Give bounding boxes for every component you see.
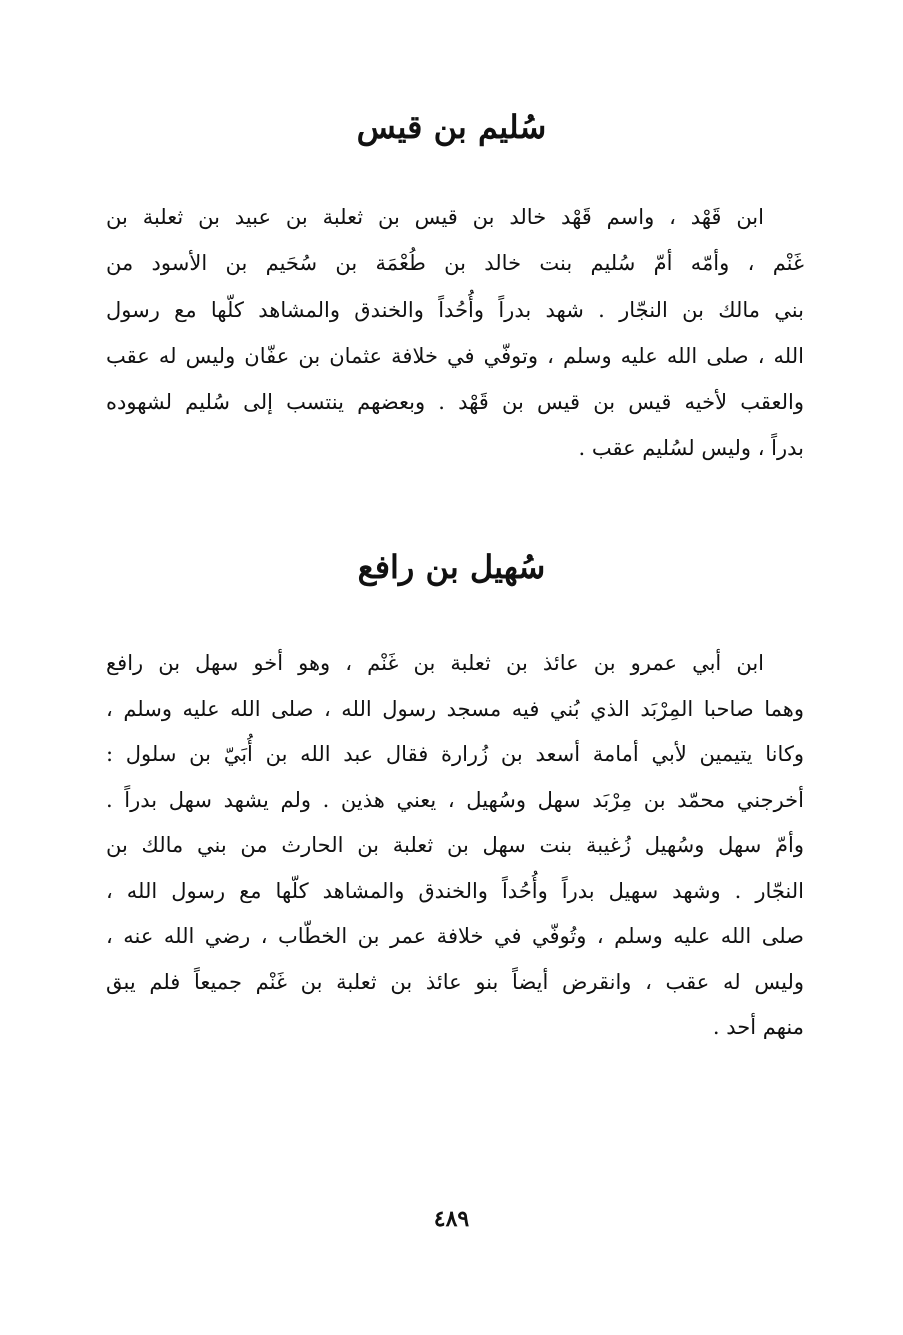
text-line: والعقب لأخيه قيس بن قيس بن قَهْد . وبعضهم ينتسب إلى سُليم لشهوده <box>106 390 804 415</box>
section-title-suleim: سُليم بن قيس <box>356 108 547 146</box>
text-line: غَنْم ، وأمّه أمّ سُليم بنت خالد بن طُعْمَة بن سُحَيم بن الأسود من <box>106 251 804 276</box>
section-title-suhail: سُهيل بن رافع <box>357 548 546 586</box>
section-body-suhail <box>106 641 804 1051</box>
text-line: النجّار . وشهد سهيل بدراً وأُحُداً والخندق والمشاهد كلّها مع رسول الله ، <box>106 878 804 903</box>
text-line: وليس له عقب ، وانقرض أيضاً بنو عائذ بن ثعلبة بن غَنْم جميعاً فلم يبق <box>106 969 804 994</box>
text-line: وكانا يتيمين لأبي أمامة أسعد بن زُرارة فقال عبد الله بن أُبَيّ بن سلول : <box>106 742 804 766</box>
text-line: وهما صاحبا المِرْبَد الذي بُني فيه مسجد رسول الله ، صلى الله عليه وسلم ، <box>106 696 804 721</box>
text-line: الله ، صلى الله عليه وسلم ، وتوفّي في خلافة عثمان بن عفّان وليس له عقب <box>106 343 804 368</box>
page-number: ٤٨٩ <box>433 1206 470 1232</box>
text-line: بدراً ، وليس لسُليم عقب . <box>578 436 804 461</box>
section-body-suleim <box>106 194 804 472</box>
text-line: صلى الله عليه وسلم ، وتُوفّي في خلافة عمر بن الخطّاب ، رضي الله عنه ، <box>106 924 804 948</box>
text-line: ابن قَهْد ، واسم قَهْد خالد بن قيس بن ثعلبة بن عبيد بن ثعلبة بن <box>106 205 764 229</box>
text-line: وأمّ سهل وسُهيل زُغيبة بنت سهل بن ثعلبة بن الحارث من بني مالك بن <box>106 833 804 857</box>
text-line: ابن أبي عمرو بن عائذ بن ثعلبة بن غَنْم ، وهو أخو سهل بن رافع <box>106 651 764 675</box>
text-line: أخرجني محمّد بن مِرْبَد سهل وسُهيل ، يعني هذين . ولم يشهد سهل بدراً . <box>106 787 804 812</box>
text-line: بني مالك بن النجّار . شهد بدراً وأُحُداً والخندق والمشاهد كلّها مع رسول <box>106 297 804 322</box>
text-line: منهم أحد . <box>712 1015 804 1039</box>
